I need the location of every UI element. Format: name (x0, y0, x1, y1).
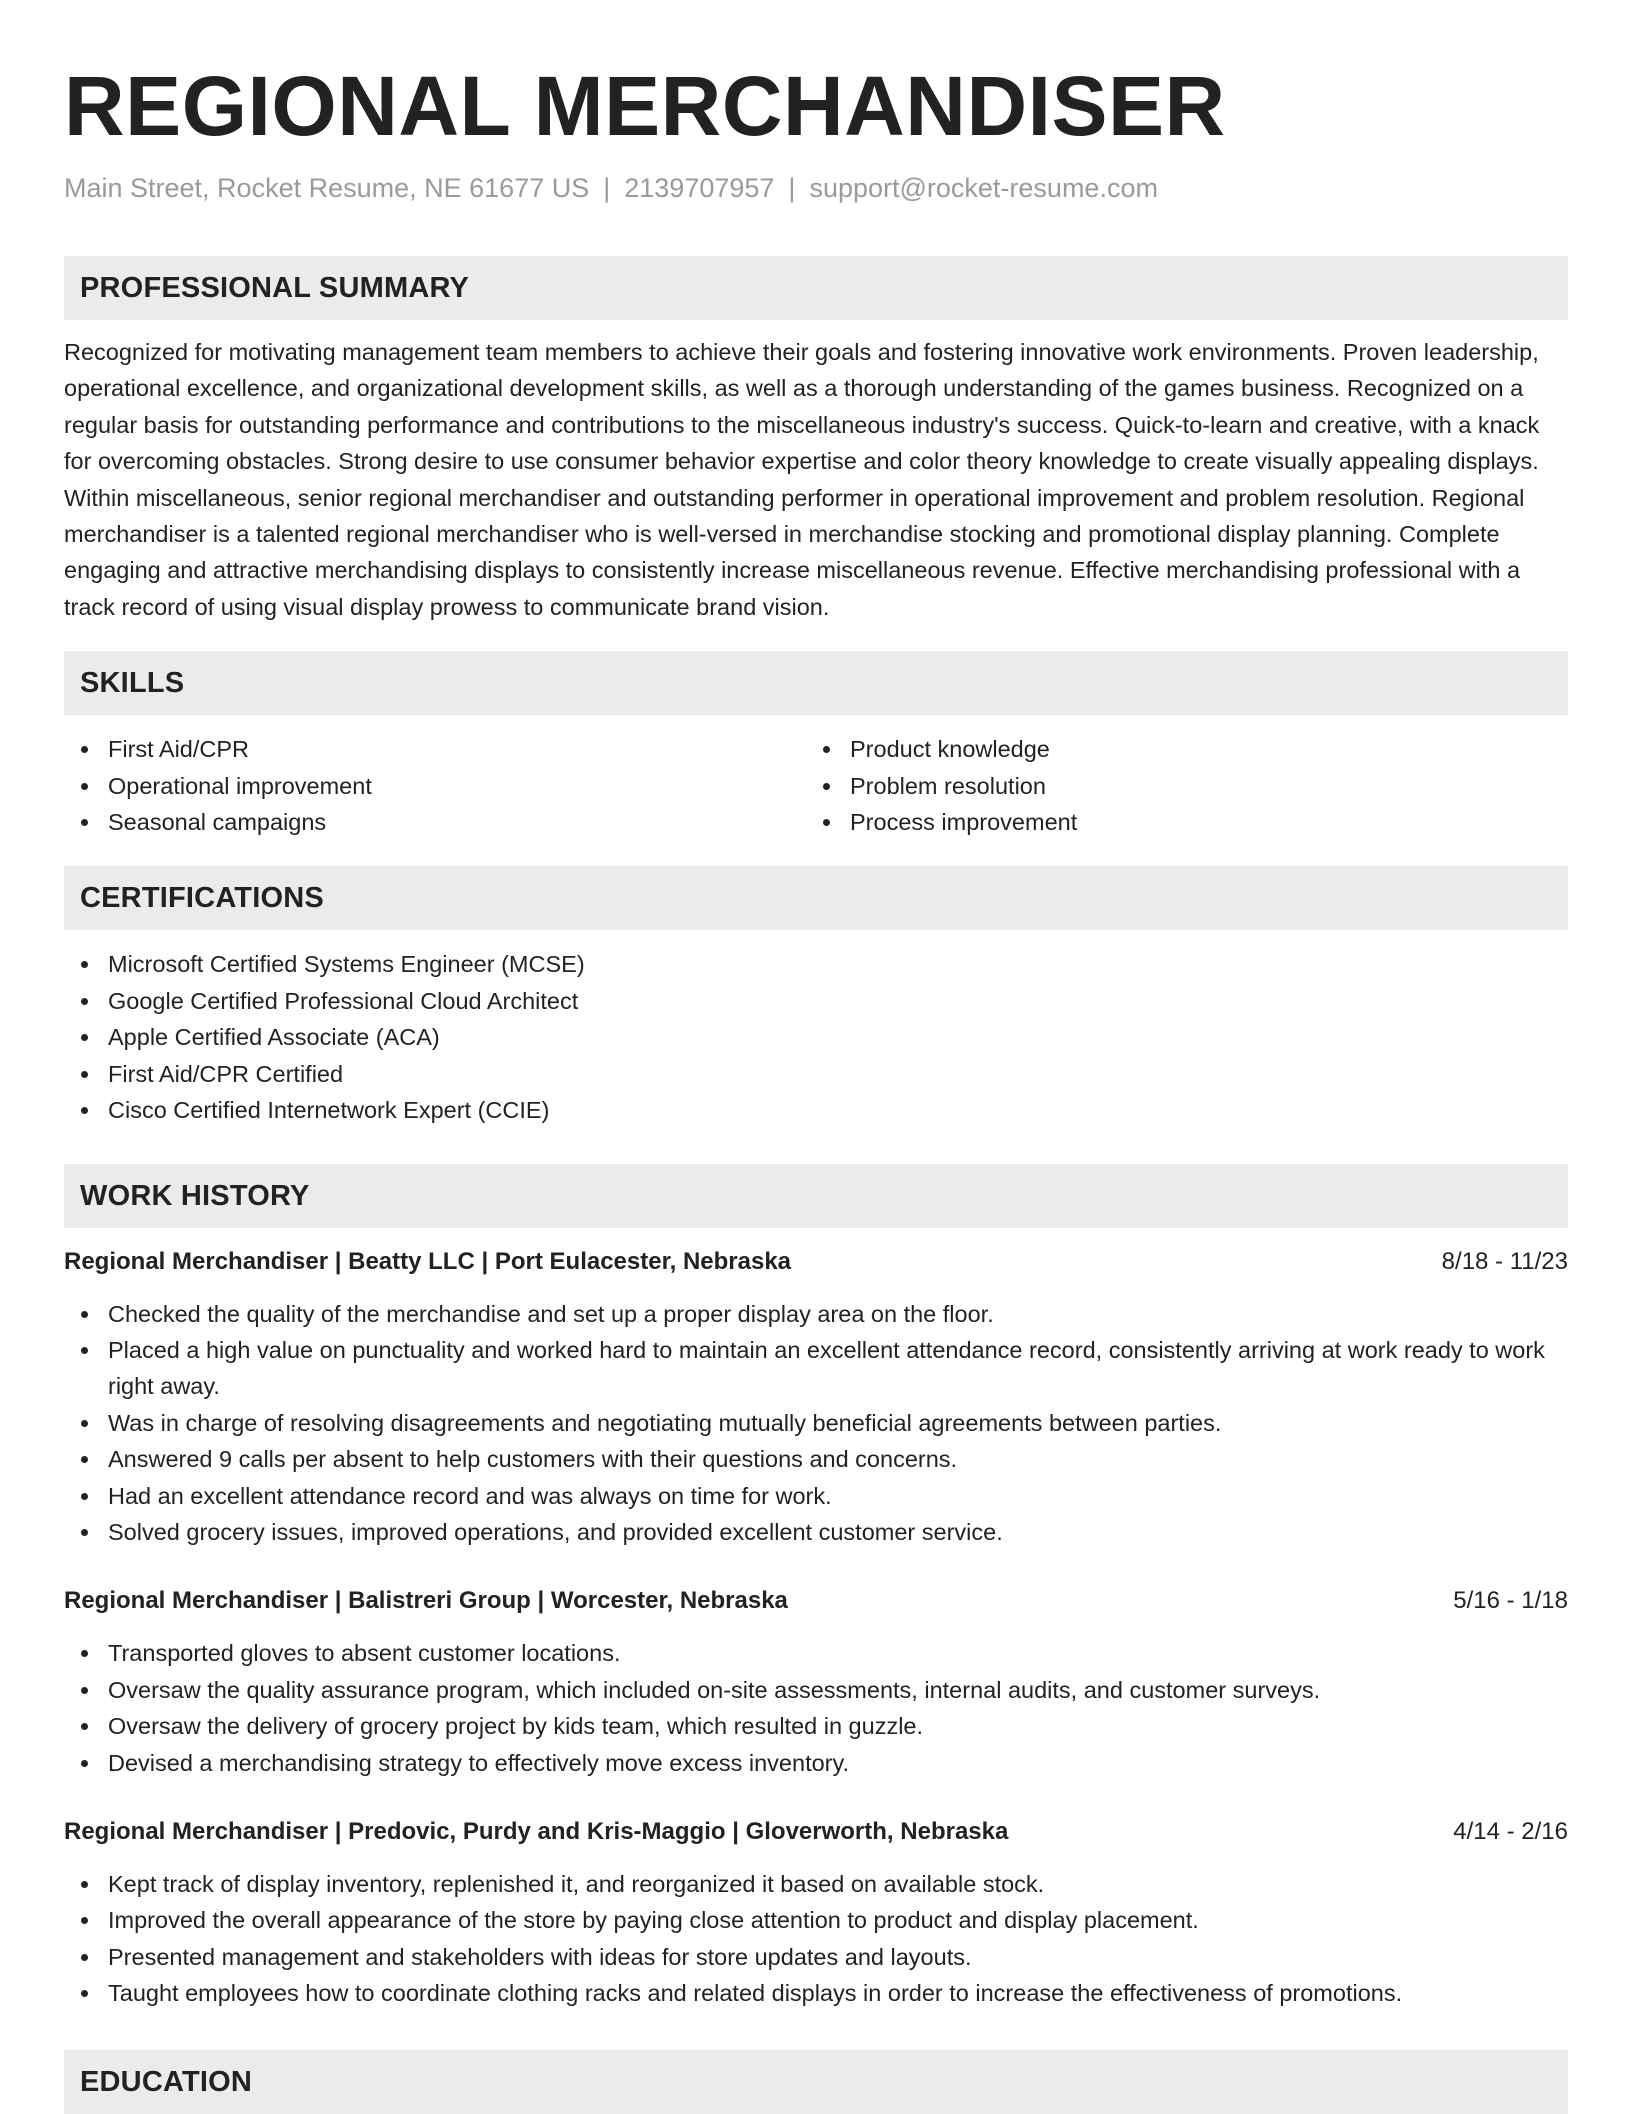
job-bullet: Transported gloves to absent customer locations. (64, 1635, 1568, 1671)
job-header (64, 1583, 1568, 1619)
job-entry (64, 1583, 1568, 1781)
certification-item: Microsoft Certified Systems Engineer (MCSE) (64, 946, 1568, 982)
job-bullet: Kept track of display inventory, replenished it, and reorganized it based on available stock. (64, 1866, 1568, 1902)
skill-item: Seasonal campaigns (64, 804, 806, 840)
job-dates: 4/14 - 2/16 (1453, 1817, 1568, 1845)
job-bullets (64, 1296, 1568, 1551)
contact-phone: 2139707957 (624, 173, 775, 203)
job-dates: 8/18 - 11/23 (1441, 1247, 1568, 1275)
contact-email[interactable]: support@rocket-resume.com (809, 173, 1158, 203)
job-header (64, 1244, 1568, 1280)
contact-separator: | (603, 173, 611, 203)
skill-item: Operational improvement (64, 768, 806, 804)
certifications-list (64, 946, 1568, 1128)
certification-item: Google Certified Professional Cloud Architect (64, 983, 1568, 1019)
skills-list-right (806, 731, 1548, 840)
job-bullet: Solved grocery issues, improved operations, and provided excellent customer service. (64, 1514, 1568, 1550)
skill-item: Product knowledge (806, 731, 1548, 767)
job-title: Regional Merchandiser | Balistreri Group | Worcester, Nebraska (64, 1587, 788, 1615)
skills-list-left (64, 731, 806, 840)
skills-grid (64, 731, 1568, 840)
skill-item: Problem resolution (806, 768, 1548, 804)
section-heading-work-history: WORK HISTORY (64, 1164, 1568, 1228)
job-header (64, 1814, 1568, 1850)
section-heading-skills: SKILLS (64, 651, 1568, 715)
candidate-name: REGIONAL MERCHANDISER (64, 59, 1226, 153)
job-bullet: Devised a merchandising strategy to effectively move excess inventory. (64, 1745, 1568, 1781)
section-heading-summary: PROFESSIONAL SUMMARY (64, 256, 1568, 320)
contact-separator: | (788, 173, 796, 203)
job-title: Regional Merchandiser | Beatty LLC | Port Eulacester, Nebraska (64, 1247, 792, 1275)
certification-item: Apple Certified Associate (ACA) (64, 1019, 1568, 1055)
job-bullet: Checked the quality of the merchandise and set up a proper display area on the floor. (64, 1296, 1568, 1332)
job-bullet: Oversaw the delivery of grocery project by kids team, which resulted in guzzle. (64, 1708, 1568, 1744)
summary-text: Recognized for motivating management team members to achieve their goals and fostering innovative work environments. Proven leadership, operational excellence, and organizational development skills, as well as a thorough understanding of the games business. Recognized on a regular basis for outstanding performance and contributions to the miscellaneous industry's success. Quick-to-learn and creative, with a knack for overcoming obstacles. Strong desire to use consumer behavior expertise and color theory knowledge to create visually appealing displays. Within miscellaneous, senior regional merchandiser and outstanding performer in operational improvement and problem resolution. Regional merchandiser is a talented regional merchandiser who is well-versed in merchandise stocking and promotional display planning. Complete engaging and attractive merchandising displays to consistently increase miscellaneous revenue. Effective merchandising professional with a track record of using visual display prowess to communicate brand vision. (64, 339, 1540, 620)
contact-line (64, 170, 1568, 206)
job-bullet: Presented management and stakeholders with ideas for store updates and layouts. (64, 1939, 1568, 1975)
job-bullets (64, 1635, 1568, 1781)
job-title: Regional Merchandiser | Predovic, Purdy and Kris-Maggio | Gloverworth, Nebraska (64, 1817, 1009, 1845)
job-entry (64, 1814, 1568, 2012)
skill-item: Process improvement (806, 804, 1548, 840)
job-bullet: Oversaw the quality assurance program, which included on-site assessments, internal audits, and customer surveys. (64, 1672, 1568, 1708)
job-bullet: Was in charge of resolving disagreements and negotiating mutually beneficial agreements between parties. (64, 1405, 1568, 1441)
section-heading-certifications: CERTIFICATIONS (64, 866, 1568, 930)
resume-page (64, 0, 1568, 2114)
contact-address: Main Street, Rocket Resume, NE 61677 US (64, 173, 590, 203)
certification-item: First Aid/CPR Certified (64, 1056, 1568, 1092)
job-dates: 5/16 - 1/18 (1453, 1587, 1568, 1615)
job-bullet: Taught employees how to coordinate clothing racks and related displays in order to increase the effectiveness of promotions. (64, 1975, 1568, 2011)
job-bullet: Placed a high value on punctuality and worked hard to maintain an excellent attendance record, consistently arriving at work ready to work right away. (64, 1332, 1568, 1405)
job-bullet: Improved the overall appearance of the store by paying close attention to product and display placement. (64, 1902, 1568, 1938)
job-bullets (64, 1866, 1568, 2012)
certification-item: Cisco Certified Internetwork Expert (CCIE) (64, 1092, 1568, 1128)
section-heading-education: EDUCATION (64, 2050, 1568, 2114)
job-bullet: Had an excellent attendance record and was always on time for work. (64, 1478, 1568, 1514)
job-entry (64, 1244, 1568, 1551)
job-bullet: Answered 9 calls per absent to help customers with their questions and concerns. (64, 1441, 1568, 1477)
skill-item: First Aid/CPR (64, 731, 806, 767)
